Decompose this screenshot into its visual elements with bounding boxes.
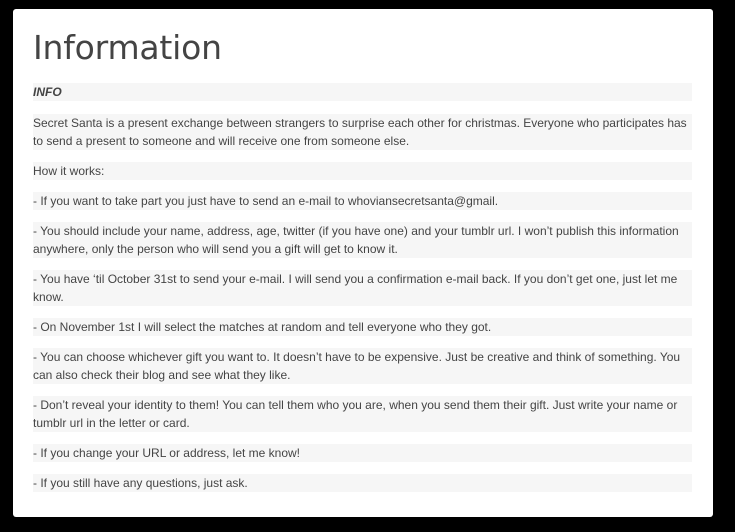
rule-deadline: - You have ‘til October 31st to send your e-mail. I will send you a confirmation e-mail back. If you don’t get one, just let me know. (33, 270, 692, 306)
info-heading: INFO (33, 83, 692, 101)
rule-change-address: - If you change your URL or address, let me know! (33, 444, 692, 462)
page-title: Information (33, 28, 222, 67)
info-content (33, 83, 692, 492)
rule-gift-choice: - You can choose whichever gift you want to. It doesn’t have to be expensive. Just be creative and think of something. You can also check their blog and see what they like. (33, 348, 692, 384)
how-it-works-heading: How it works: (33, 162, 692, 180)
rule-matching: - On November 1st I will select the matches at random and tell everyone who they got. (33, 318, 692, 336)
rule-identity: - Don’t reveal your identity to them! You can tell them who you are, when you send them their gift. Just write your name or tumblr url in the letter or card. (33, 396, 692, 432)
rule-email: - If you want to take part you just have to send an e-mail to whoviansecretsanta@gmail. (33, 192, 692, 210)
info-panel (13, 9, 713, 517)
rule-include-details: - You should include your name, address, age, twitter (if you have one) and your tumblr url. I won’t publish this information anywhere, only the person who will send you a gift will get to know it. (33, 222, 692, 258)
intro-paragraph: Secret Santa is a present exchange between strangers to surprise each other for christmas. Everyone who participates has to send a present to someone and will receive one from someone else. (33, 114, 692, 150)
rule-questions: - If you still have any questions, just ask. (33, 474, 692, 492)
